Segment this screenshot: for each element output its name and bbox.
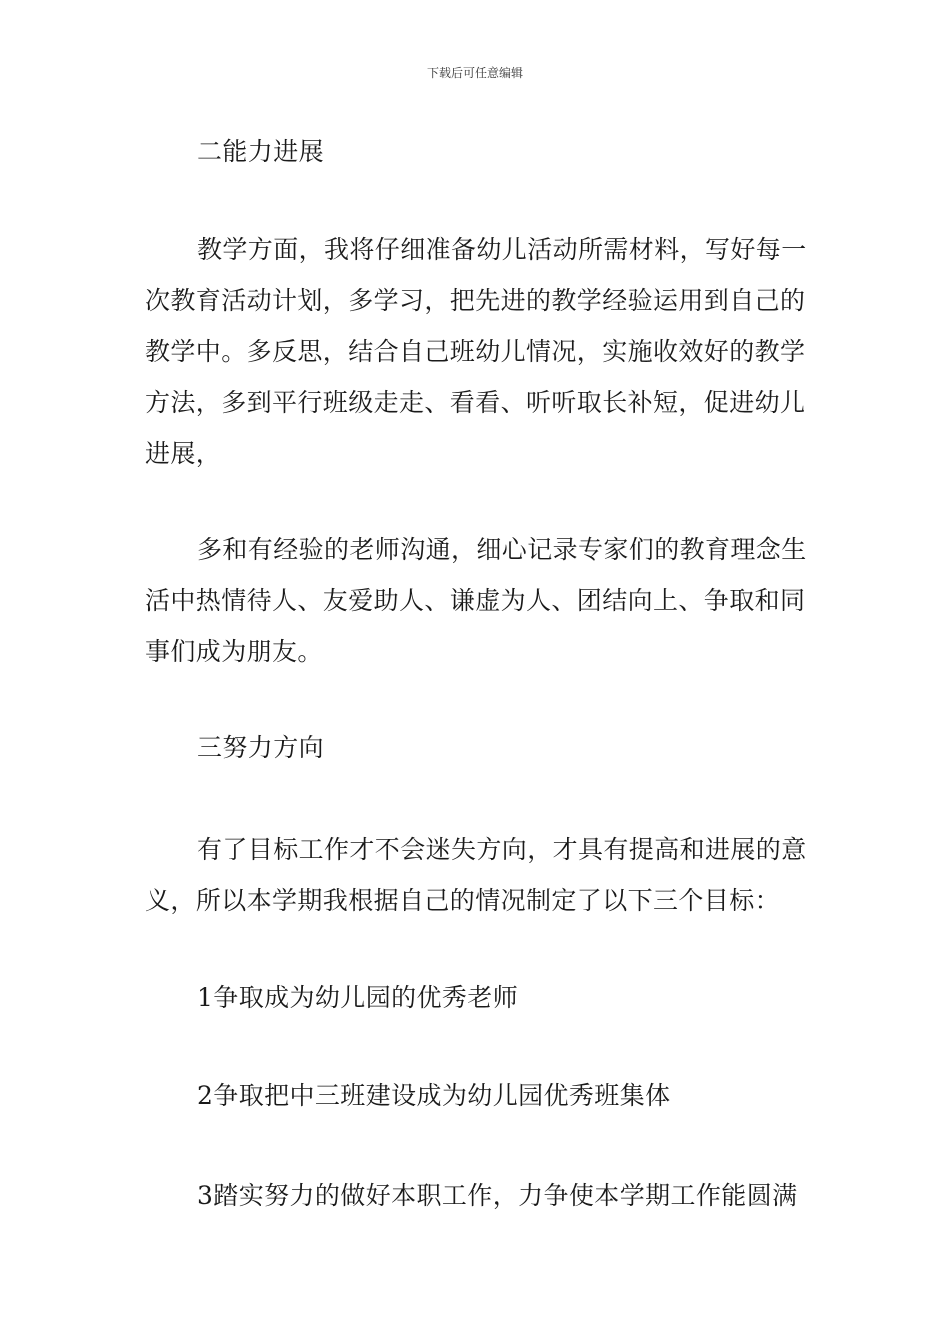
page-header-note: 下载后可任意编辑 [426, 66, 523, 80]
paragraph-communication: 多和有经验的老师沟通，细心记录专家们的教育理念生活中热情待人、友爱助人、谦虚为人、团结向上、争取和同事们成为朋友。 [145, 535, 807, 666]
goal-item-2: 2争取把中三班建设成为幼儿园优秀班集体 [197, 1081, 671, 1110]
section-heading-ability: 二能力进展 [197, 137, 325, 166]
paragraph-teaching: 教学方面，我将仔细准备幼儿活动所需材料，写好每一次教育活动计划，多学习，把先进的教学经验运用到自己的教学中。多反思，结合自己班幼儿情况，实施收效好的教学方法，多到平行班级走走、看看、听听取长补短，促进幼儿进展， [145, 235, 807, 468]
goal-item-1: 1争取成为幼儿园的优秀老师 [197, 983, 519, 1012]
section-heading-direction: 三努力方向 [197, 733, 325, 762]
paragraph-goals-intro: 有了目标工作才不会迷失方向，才具有提高和进展的意义，所以本学期我根据自己的情况制定了以下三个目标： [145, 835, 807, 915]
goal-item-3: 3踏实努力的做好本职工作，力争使本学期工作能圆满 [197, 1181, 798, 1210]
